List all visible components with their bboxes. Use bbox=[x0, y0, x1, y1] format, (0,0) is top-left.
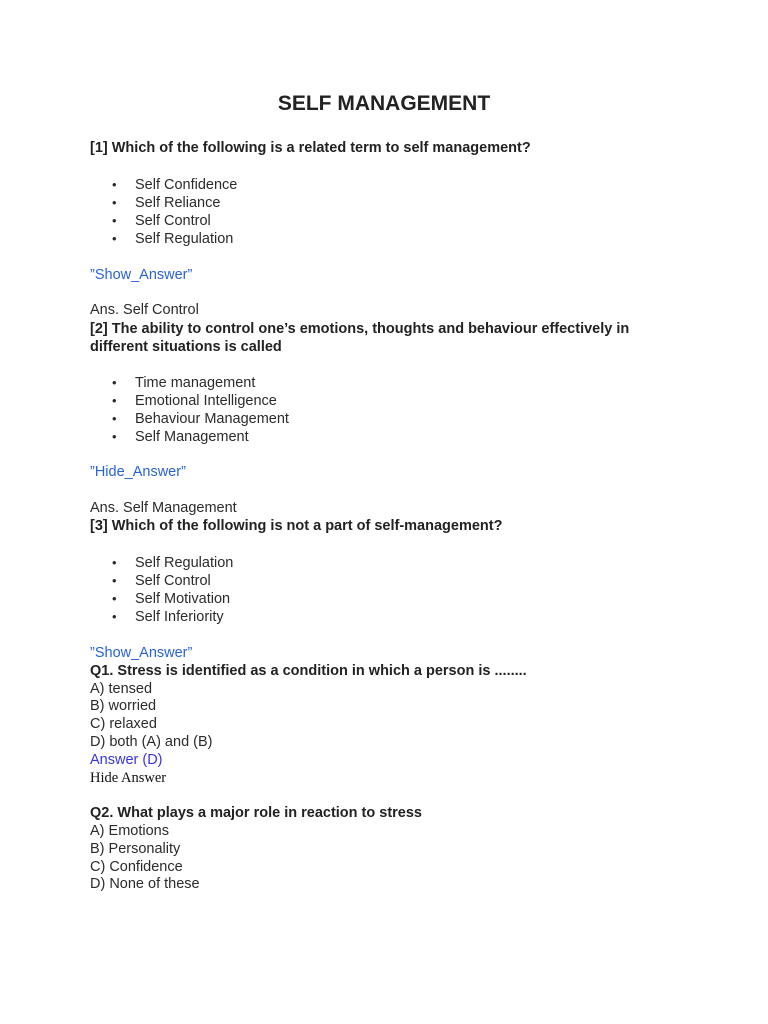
option-item: • Self Control bbox=[135, 212, 237, 230]
hide-answer-button[interactable]: Hide Answer bbox=[90, 770, 167, 786]
option-item: • Self Inferiority bbox=[135, 608, 233, 626]
option-item: • Self Regulation bbox=[135, 230, 237, 248]
mcq-2-option-b: B) Personality bbox=[90, 841, 181, 857]
question-3: [3] Which of the following is not a part of self-management? bbox=[90, 518, 503, 534]
mcq-1-option-d: D) both (A) and (B) bbox=[90, 734, 213, 750]
answer-2: Ans. Self Management bbox=[90, 500, 237, 516]
page-title: SELF MANAGEMENT bbox=[277, 92, 491, 115]
question-1: [1] Which of the following is a related term to self management? bbox=[90, 140, 531, 156]
option-item: • Self Management bbox=[135, 428, 289, 446]
question-2: [2] The ability to control one’s emotions, thoughts and behaviour effectively in different situations is called bbox=[90, 321, 630, 355]
mcq-question-2: Q2. What plays a major role in reaction to stress bbox=[90, 805, 422, 821]
mcq-1-option-b: B) worried bbox=[90, 698, 157, 714]
option-item: • Time management bbox=[135, 374, 289, 392]
mcq-question-1: Q1. Stress is identified as a condition in which a person is ........ bbox=[90, 663, 527, 679]
show-answer-link-1[interactable]: ”Show_Answer” bbox=[90, 267, 193, 283]
mcq-2-option-c: C) Confidence bbox=[90, 859, 183, 875]
question-2-options bbox=[90, 374, 289, 446]
hide-answer-link-2[interactable]: ”Hide_Answer” bbox=[90, 464, 186, 480]
show-answer-link-3[interactable]: ”Show_Answer” bbox=[90, 645, 193, 661]
mcq-1-option-c: C) relaxed bbox=[90, 716, 157, 732]
question-3-options bbox=[90, 554, 233, 626]
option-item: • Behaviour Management bbox=[135, 410, 289, 428]
option-item: • Self Confidence bbox=[135, 176, 237, 194]
question-1-options bbox=[90, 176, 237, 248]
mcq-2-option-d: D) None of these bbox=[90, 876, 200, 892]
option-item: • Self Reliance bbox=[135, 194, 237, 212]
option-item: • Emotional Intelligence bbox=[135, 392, 289, 410]
answer-1: Ans. Self Control bbox=[90, 302, 199, 318]
mcq-1-answer: Answer (D) bbox=[90, 752, 163, 768]
option-item: • Self Motivation bbox=[135, 590, 233, 608]
mcq-1-option-a: A) tensed bbox=[90, 681, 153, 697]
mcq-2-option-a: A) Emotions bbox=[90, 823, 169, 839]
option-item: • Self Regulation bbox=[135, 554, 233, 572]
option-item: • Self Control bbox=[135, 572, 233, 590]
